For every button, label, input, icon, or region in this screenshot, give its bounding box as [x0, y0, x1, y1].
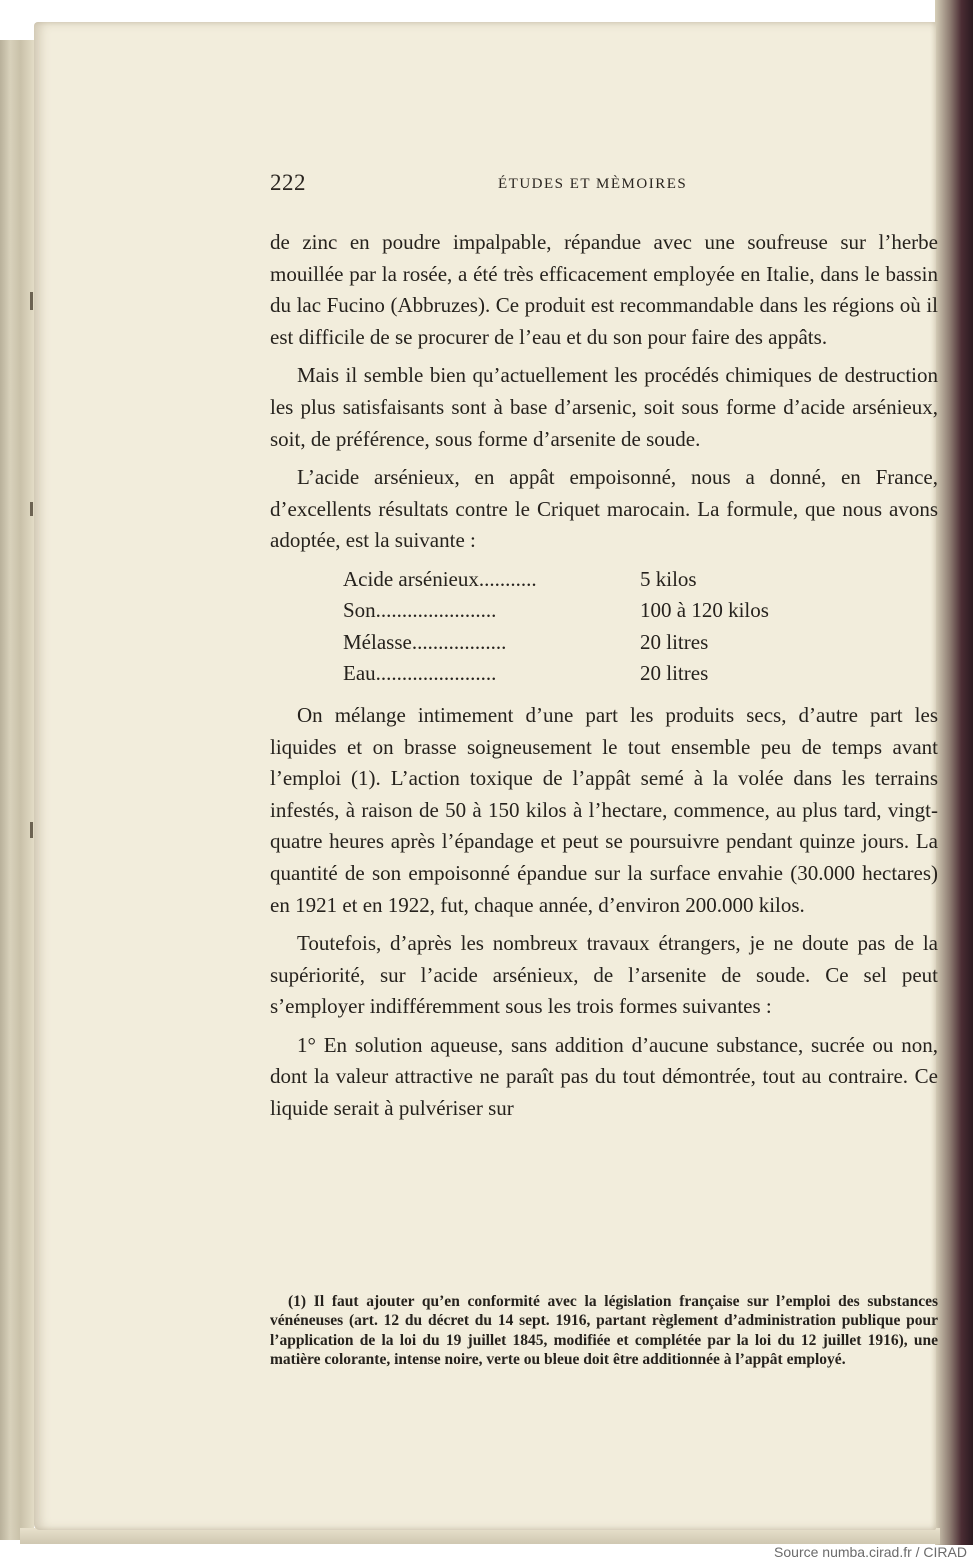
book-edge-left	[0, 40, 34, 1540]
paragraph: Toutefois, d’après les nombreux travaux étrangers, je ne doute pas de la supériorité, sur l’acide arsénieux, de l’arsenite de soude. Ce sel peut s’employer indifféremment sous les trois formes suivantes :	[270, 931, 938, 1019]
running-title: ÉTUDES ET MÈMOIRES	[498, 176, 688, 192]
paragraph: de zinc en poudre impalpable, répandue avec une soufreuse sur l’herbe mouillée par la rosée, a été très efficacement employée en Italie, dans le bassin du lac Fucino (Abbruzes). Ce produit est recommandable dans les régions où il est difficile de se procurer de l’eau et du son pour faire des appâts.	[270, 230, 938, 349]
book-edge-bottom	[20, 1528, 940, 1544]
book-edge-right	[935, 0, 973, 1545]
source-credit: Source numba.cirad.fr / CIRAD	[774, 1544, 967, 1560]
running-header	[270, 170, 938, 200]
ingredient-name: Son.......................	[343, 598, 497, 623]
margin-mark	[30, 502, 33, 516]
ingredient-quantity: 100 à 120 kilos	[640, 598, 769, 623]
footnote	[270, 1292, 938, 1370]
body-text	[270, 227, 938, 1132]
ingredient-name: Eau.......................	[343, 661, 497, 686]
ingredient-quantity: 5 kilos	[640, 566, 697, 591]
ingredient-name: Acide arsénieux...........	[343, 566, 537, 591]
recipe-row	[343, 595, 843, 627]
recipe-row	[343, 564, 843, 596]
recipe-row	[343, 658, 843, 690]
recipe-row	[343, 627, 843, 659]
margin-mark	[30, 292, 33, 310]
paragraph: L’acide arsénieux, en appât empoisonné, nous a donné, en France, d’excellents résultats contre le Criquet marocain. La formule, que nous avons adoptée, est la suivante :	[270, 465, 938, 553]
paragraph: 1° En solution aqueuse, sans addition d’aucune substance, sucrée ou non, dont la valeur attractive ne paraît pas du tout démontrée, tout au contraire. Ce liquide serait à pulvériser sur	[270, 1032, 938, 1121]
ingredient-quantity: 20 litres	[640, 661, 709, 686]
paragraph: Mais il semble bien qu’actuellement les procédés chimiques de destruction les plus satisfaisants sont à base d’arsenic, soit sous forme d’acide arsénieux, soit, de préférence, sous forme d’arsenite de soude.	[270, 363, 938, 451]
recipe-table	[343, 564, 843, 690]
ingredient-quantity: 20 litres	[640, 629, 709, 654]
paragraph: On mélange intimement d’une part les produits secs, d’autre part les liquides et on brasse soigneusement le tout ensemble peu de temps avant l’emploi (1). L’action toxique de l’appât semé à la volée dans les terrains infestés, à raison de 50 à 150 kilos à l’hectare, commence, au plus tard, vingt-quatre heures après l’épandage et peut se poursuivre pendant quinze jours. La quantité de son empoisonné épandue sur la surface envahie (30.000 hectares) en 1921 et en 1922, fut, chaque année, d’environ 200.000 kilos.	[270, 702, 938, 917]
page-number: 222	[270, 170, 306, 195]
margin-mark	[30, 822, 33, 838]
footnote-text: (1) Il faut ajouter qu’en conformité avec la législation française sur l’emploi des substances vénéneuses (art. 12 du décret du 14 sept. 1916, partant règlement d’administration publique pour l’application de la loi du 19 juillet 1845, modifiée et complétée par la loi du 12 juillet 1916), une matière colorante, intense noire, verte ou bleue doit être additionnée à l’appât employé.	[270, 1293, 938, 1369]
ingredient-name: Mélasse..................	[343, 629, 507, 654]
